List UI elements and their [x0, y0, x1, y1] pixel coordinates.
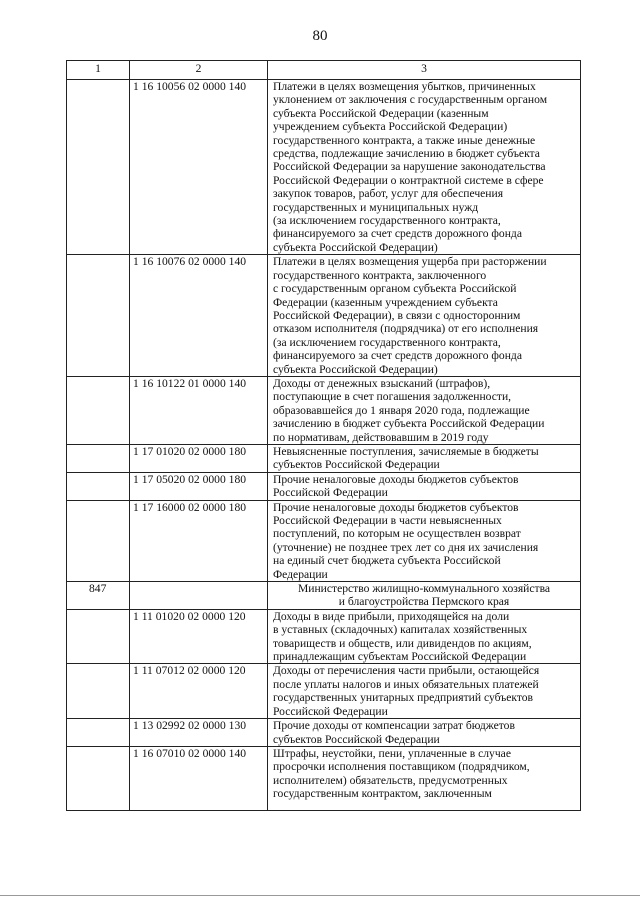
ministry-name-cell: Министерство жилищно-коммунального хозяйства и благоустройства Пермского края	[268, 582, 581, 610]
table-row	[67, 609, 581, 664]
revenue-name-cell: Прочие неналоговые доходы бюджетов субъектов Российской Федерации в части невыясненных поступлений, по которым не осуществлен возврат (уточнение) не позднее трех лет со дня их зачисления на единый счет бюджета субъекта Российской Федерации	[268, 500, 581, 581]
admin-code-cell	[67, 444, 130, 472]
budget-code-cell: 1 17 01020 02 0000 180	[130, 444, 268, 472]
revenue-name-cell: Платежи в целях возмещения убытков, причиненных уклонением от заключения с государственным органом субъекта Российской Федерации (казенным учреждением субъекта Российской Федерации) государственного контракта, а также иные денежные средства, подлежащие зачислению в бюджет субъекта Российской Федерации за нарушение законодательства Российской Федерации о контрактной системе в сфере закупок товаров, работ, услуг для обеспечения государственных и муниципальных нужд (за исключением государственного контракта, финансируемого за счет средств дорожного фонда субъекта Российской Федерации)	[268, 80, 581, 255]
table-row	[67, 472, 581, 500]
budget-code-cell: 1 11 07012 02 0000 120	[130, 664, 268, 719]
table-row	[67, 719, 581, 747]
budget-code-cell: 1 16 10122 01 0000 140	[130, 376, 268, 444]
revenue-name-cell: Прочие доходы от компенсации затрат бюджетов субъектов Российской Федерации	[268, 719, 581, 747]
table-header-row	[67, 61, 581, 80]
table-row	[67, 746, 581, 810]
table-row	[67, 664, 581, 719]
admin-code-cell	[67, 80, 130, 255]
admin-code-cell	[67, 719, 130, 747]
admin-code-cell	[67, 609, 130, 664]
table-row	[67, 500, 581, 581]
table-row	[67, 444, 581, 472]
admin-code-cell	[67, 376, 130, 444]
revenue-name-cell: Прочие неналоговые доходы бюджетов субъектов Российской Федерации	[268, 472, 581, 500]
page-number: 80	[312, 28, 328, 44]
budget-code-cell: 1 16 10076 02 0000 140	[130, 255, 268, 377]
revenue-name-cell: Доходы от перечисления части прибыли, остающейся после уплаты налогов и иных обязательных платежей государственных унитарных предприятий субъектов Российской Федерации	[268, 664, 581, 719]
admin-code-cell	[67, 664, 130, 719]
table-row	[67, 255, 581, 377]
admin-code-cell	[67, 500, 130, 581]
revenue-name-cell: Платежи в целях возмещения ущерба при расторжении государственного контракта, заключенного с государственным органом субъекта Российской Федерации (казенным учреждением субъекта Российской Федерации), в связи с односторонним отказом исполнителя (подрядчика) от его исполнения (за исключением государственного контракта, финансируемого за счет средств дорожного фонда субъекта Российской Федерации)	[268, 255, 581, 377]
ministry-row	[67, 582, 581, 610]
admin-code-cell	[67, 472, 130, 500]
column-header-2: 2	[130, 61, 268, 80]
revenue-name-cell: Штрафы, неустойки, пени, уплаченные в случае просрочки исполнения поставщиком (подрядчиком, исполнителем) обязательств, предусмотренных государственным контрактом, заключенным	[268, 746, 581, 810]
budget-code-cell: 1 17 05020 02 0000 180	[130, 472, 268, 500]
budget-code-cell: 1 17 16000 02 0000 180	[130, 500, 268, 581]
admin-code-cell: 847	[67, 582, 130, 610]
table-row	[67, 80, 581, 255]
admin-code-cell	[67, 746, 130, 810]
revenue-codes-table	[66, 60, 581, 811]
column-header-3: 3	[268, 61, 581, 80]
budget-code-cell: 1 16 10056 02 0000 140	[130, 80, 268, 255]
budget-code-cell: 1 16 07010 02 0000 140	[130, 746, 268, 810]
revenue-name-cell: Доходы в виде прибыли, приходящейся на доли в уставных (складочных) капиталах хозяйственных товариществ и обществ, или дивидендов по акциям, принадлежащим субъектам Российской Федерации	[268, 609, 581, 664]
column-header-1: 1	[67, 61, 130, 80]
page-bottom-edge	[0, 895, 640, 896]
admin-code-cell	[67, 255, 130, 377]
budget-code-cell	[130, 582, 268, 610]
budget-code-cell: 1 11 01020 02 0000 120	[130, 609, 268, 664]
revenue-name-cell: Доходы от денежных взысканий (штрафов), поступающие в счет погашения задолженности, образовавшейся до 1 января 2020 года, подлежащие зачислению в бюджет субъекта Российской Федерации по нормативам, действовавшим в 2019 году	[268, 376, 581, 444]
revenue-name-cell: Невыясненные поступления, зачисляемые в бюджеты субъектов Российской Федерации	[268, 444, 581, 472]
table-row	[67, 376, 581, 444]
budget-code-cell: 1 13 02992 02 0000 130	[130, 719, 268, 747]
